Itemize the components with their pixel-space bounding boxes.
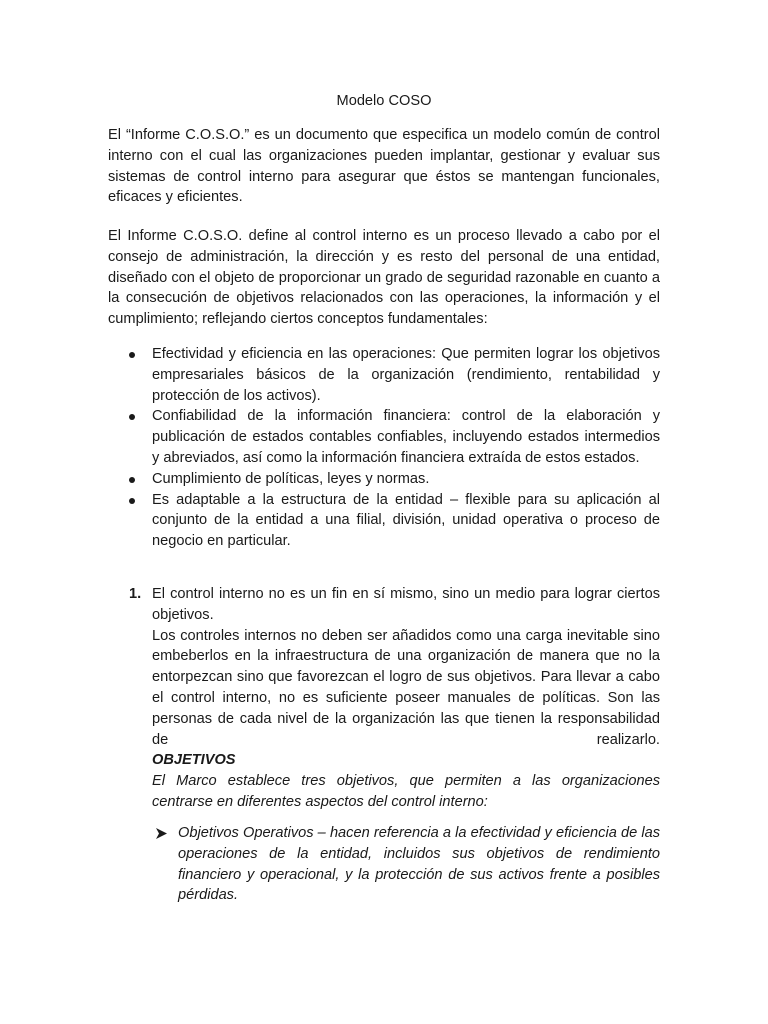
numbered-item (108, 584, 660, 813)
numbered-item-line1: El control interno no es un fin en sí mismo, sino un medio para lograr ciertos objetivos. (152, 586, 660, 623)
list-item (108, 469, 660, 490)
arrowhead-bullet-icon (156, 828, 167, 839)
concepts-bullet-list (108, 344, 660, 552)
objectives-heading: OBJETIVOS (152, 752, 236, 769)
list-item (108, 490, 660, 552)
bullet-dot-icon (129, 414, 135, 420)
list-item-text: Efectividad y eficiencia en las operaciones: Que permiten lograr los objetivos empresariales básicos de la organización (rendimiento, rentabilidad y protección de los activos). (152, 346, 660, 404)
list-item (108, 406, 660, 468)
paragraph-intro: El “Informe C.O.S.O.” es un documento que especifica un modelo común de control interno con el cual las organizaciones pueden implantar, gestionar y evaluar sus sistemas de control interno para asegurar que éstos se mantengan funcionales, eficaces y eficientes. (108, 127, 660, 206)
document-title: Modelo COSO (336, 93, 432, 109)
list-item-text: Es adaptable a la estructura de la entidad – flexible para su aplicación al conjunto de la entidad a una filial, división, unidad operativa o proceso de negocio en particular. (152, 491, 660, 550)
operational-objectives-item (108, 823, 660, 906)
bullet-dot-icon (129, 498, 135, 504)
list-item (108, 344, 660, 406)
paragraph-definition: El Informe C.O.S.O. define al control interno es un proceso llevado a cabo por el consejo de administración, la dirección y es resto del personal de una entidad, diseñado con el objeto de proporcionar un grado de seguridad razonable en cuanto a la consecución de objetivos relacionados con las operaciones, la información y el cumplimiento; reflejando ciertos conceptos fundamentales: (108, 228, 660, 328)
list-item-text: Confiabilidad de la información financiera: control de la elaboración y publicación de estados contables confiables, incluyendo estados intermedios y abreviados, así como la información financiera extraída de estos estados. (152, 408, 660, 466)
objectives-intro: El Marco establece tres objetivos, que permiten a las organizaciones centrarse en diferentes aspectos del control interno: (152, 773, 660, 810)
numbered-item-body (152, 584, 660, 813)
list-item-text: Cumplimiento de políticas, leyes y normas. (152, 470, 430, 487)
arrow-item-text: Objetivos Operativos – hacen referencia a la efectividad y eficiencia de las operaciones de la entidad, incluidos sus objetivos de rendimiento financiero y operacional, y la protección de sus activos frente a posibles pérdidas. (178, 825, 660, 904)
bullet-dot-icon (129, 477, 135, 483)
numbered-item-line2: Los controles internos no deben ser añadidos como una carga inevitable sino embeberlos en la infraestructura de una organización de manera que no la entorpezcan sino que favorezcan el logro de sus objetivos. Para llevar a cabo el control interno, no es suficiente poseer manuales de políticas. Son las personas de cada nivel de la organización las que tienen la responsabilidad de realizarlo. (152, 627, 660, 748)
item-number: 1. (129, 586, 142, 602)
bullet-dot-icon (129, 352, 135, 358)
